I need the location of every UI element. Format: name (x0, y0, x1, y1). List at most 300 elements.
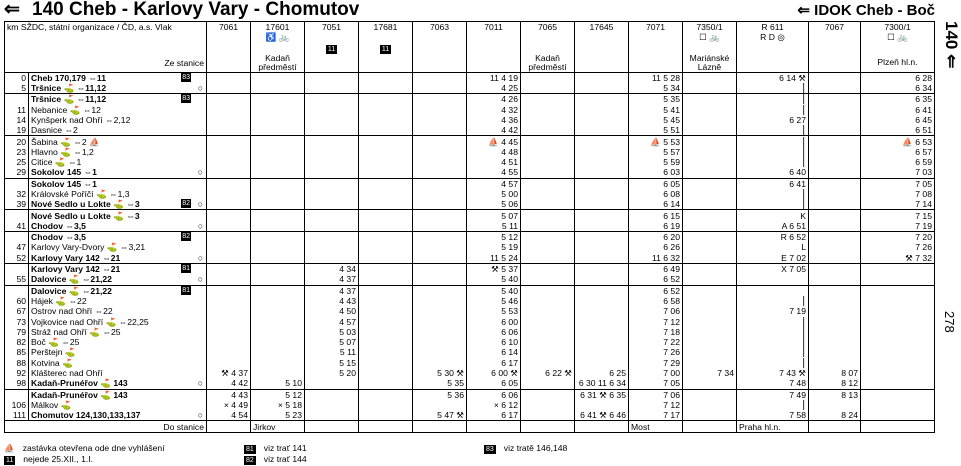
circle-icon: ○ (197, 378, 203, 389)
time-cell: 6 19 (629, 221, 683, 232)
time-cell (683, 94, 737, 105)
time-cell (683, 296, 737, 306)
time-cell (809, 347, 861, 357)
km-value: 79 (5, 327, 29, 337)
time-cell: 8 24 (809, 410, 861, 421)
time-cell (521, 285, 575, 296)
time-cell (251, 178, 305, 189)
time-cell (521, 125, 575, 136)
train-box (629, 43, 683, 54)
time-cell: 6 03 (629, 167, 683, 178)
time-cell (359, 378, 413, 389)
station-name: Chodov ⇔3,5 (31, 232, 86, 243)
time-cell (251, 94, 305, 105)
station-row (5, 337, 935, 347)
time-cell (575, 358, 629, 368)
time-cell (809, 358, 861, 368)
time-cell: 5 11 (305, 347, 359, 357)
owner-label: km SŽDC, státní organizace / ČD, a.s. Vlak (5, 22, 207, 33)
station-row (5, 189, 935, 199)
time-cell: 7 29 (629, 358, 683, 368)
station-name: Chodov ⇔3,5 (31, 220, 86, 231)
station-row (5, 263, 935, 274)
time-cell: ⚒ 4 37 (207, 368, 251, 378)
time-cell: A 6 51 (737, 221, 809, 232)
time-cell: L (737, 242, 809, 252)
direction-arrow-icon: ⇐ (4, 0, 20, 20)
time-cell: ⎮ (737, 400, 809, 410)
time-cell: 6 30 11 6 34 (575, 378, 629, 389)
time-cell (207, 94, 251, 105)
time-cell: 11 6 32 (629, 253, 683, 264)
time-cell (305, 232, 359, 243)
time-cell: ⎮ (737, 157, 809, 167)
time-cell (683, 242, 737, 252)
timetable-table (4, 21, 935, 433)
time-cell: 6 51 (861, 125, 935, 136)
time-cell: 5 36 (413, 389, 467, 400)
time-cell (251, 72, 305, 83)
time-cell (521, 157, 575, 167)
time-cell (575, 337, 629, 347)
time-cell: ⎮ (737, 189, 809, 199)
time-cell (359, 178, 413, 189)
time-cell (413, 157, 467, 167)
station-name-cell (29, 115, 207, 125)
time-cell (305, 83, 359, 94)
km-value: 23 (5, 147, 29, 157)
km-value: 11 (5, 104, 29, 114)
time-cell: 7 18 (629, 327, 683, 337)
time-cell (359, 400, 413, 410)
legend-item (484, 443, 567, 454)
time-cell (413, 178, 467, 189)
time-cell (521, 400, 575, 410)
time-cell: 5 57 (629, 147, 683, 157)
station-name-cell (29, 242, 207, 252)
route-link[interactable]: ⇐ IDOK Cheb - Boč (797, 2, 935, 19)
time-cell: 4 51 (467, 157, 521, 167)
time-cell (575, 104, 629, 114)
time-cell (251, 263, 305, 274)
time-cell: 5 40 (467, 274, 521, 285)
time-cell (359, 83, 413, 94)
time-cell (413, 232, 467, 243)
time-cell: ⎮ (737, 296, 809, 306)
circle-icon: ○ (197, 220, 203, 231)
time-cell: 7 15 (861, 210, 935, 221)
time-cell (305, 115, 359, 125)
km-value (5, 285, 29, 296)
time-cell: 6 26 (629, 242, 683, 252)
time-cell: 5 46 (467, 296, 521, 306)
time-cell: 7 05 (629, 378, 683, 389)
time-cell (809, 115, 861, 125)
origin-station: Mariánské Lázně (683, 54, 737, 73)
time-cell (305, 410, 359, 421)
time-cell (359, 157, 413, 167)
station-row (5, 115, 935, 125)
time-cell (809, 274, 861, 285)
time-cell (809, 306, 861, 316)
station-name: Boč ⛳ ⇔25 (31, 337, 80, 348)
km-value: 98 (5, 378, 29, 389)
table-title: 140 Cheb - Karlovy Vary - Chomutov (32, 0, 360, 20)
station-name: Kadaň-Prunéřov ⛳ 143 (31, 389, 128, 400)
station-row (5, 327, 935, 337)
train-box (683, 43, 737, 54)
station-name-cell (29, 72, 207, 83)
time-cell (575, 147, 629, 157)
train-number: 7011 (467, 22, 521, 33)
time-cell (413, 221, 467, 232)
time-cell (251, 104, 305, 114)
station-row (5, 400, 935, 410)
time-cell: 6 58 (629, 296, 683, 306)
station-name: Královské Poříčí ⛳ ⇔1,3 (31, 189, 130, 199)
time-cell: 4 43 (207, 389, 251, 400)
time-cell: 5 10 (251, 378, 305, 389)
time-cell (305, 178, 359, 189)
time-cell (575, 167, 629, 178)
time-cell (251, 115, 305, 125)
time-cell: 6 41 ⚒ 6 46 (575, 410, 629, 421)
time-cell (575, 306, 629, 316)
station-name-cell (29, 306, 207, 316)
time-cell (809, 327, 861, 337)
route-code-box: 83 (182, 73, 190, 81)
time-cell: 5 35 (629, 94, 683, 105)
legend-text: viz trať 141 (263, 443, 307, 453)
time-cell: 6 52 (629, 285, 683, 296)
time-cell (207, 199, 251, 210)
time-cell: 6 08 (629, 189, 683, 199)
time-cell (521, 72, 575, 83)
station-row (5, 157, 935, 167)
time-cell: 6 41 (861, 104, 935, 114)
time-cell (521, 147, 575, 157)
time-cell (861, 358, 935, 368)
time-cell (521, 199, 575, 210)
origin-row (5, 54, 935, 73)
station-row (5, 285, 935, 296)
origin-station: Kadaň předměstí (251, 54, 305, 73)
time-cell: ⎮ (737, 327, 809, 337)
time-cell (359, 316, 413, 326)
time-cell (575, 83, 629, 94)
train-symbols (809, 32, 861, 42)
km-value: 92 (5, 368, 29, 378)
time-cell (575, 316, 629, 326)
time-cell (809, 296, 861, 306)
km-value: 55 (5, 274, 29, 285)
time-cell (413, 296, 467, 306)
time-cell (305, 199, 359, 210)
time-cell: 6 20 (629, 232, 683, 243)
station-name-cell (29, 389, 207, 400)
time-cell (575, 327, 629, 337)
km-value (5, 178, 29, 189)
time-cell: 5 07 (467, 210, 521, 221)
time-cell (207, 221, 251, 232)
time-cell (683, 232, 737, 243)
time-cell (207, 358, 251, 368)
time-cell (251, 368, 305, 378)
km-value: 19 (5, 125, 29, 136)
time-cell: 6 15 (629, 210, 683, 221)
train-number: 17681 (359, 22, 413, 33)
station-row (5, 253, 935, 264)
time-cell (359, 263, 413, 274)
destination-station: Jirkov (251, 421, 305, 432)
time-cell (521, 274, 575, 285)
time-cell (575, 189, 629, 199)
time-cell (683, 189, 737, 199)
train-number: 17601 (251, 22, 305, 33)
time-cell (207, 296, 251, 306)
time-cell (575, 400, 629, 410)
km-value: 60 (5, 296, 29, 306)
time-cell (683, 389, 737, 400)
time-cell (683, 210, 737, 221)
station-name-cell (29, 316, 207, 326)
time-cell: 4 57 (305, 316, 359, 326)
time-cell: 4 54 (207, 410, 251, 421)
time-cell (413, 125, 467, 136)
time-cell (809, 199, 861, 210)
time-cell (683, 104, 737, 114)
train-box (251, 43, 305, 54)
time-cell (359, 94, 413, 105)
station-name-cell (29, 210, 207, 221)
time-cell (359, 274, 413, 285)
time-cell: 6 05 (629, 178, 683, 189)
time-cell (521, 178, 575, 189)
station-row (5, 104, 935, 114)
time-cell (861, 389, 935, 400)
time-cell: 5 20 (305, 368, 359, 378)
time-cell (809, 242, 861, 252)
time-cell: 11 4 19 (467, 72, 521, 83)
station-name: Sokolov 145 ⇔1 (31, 178, 97, 189)
km-value: 106 (5, 400, 29, 410)
station-name-cell (29, 337, 207, 347)
time-cell: 7 22 (629, 337, 683, 347)
time-cell (207, 285, 251, 296)
destination-station (575, 421, 629, 432)
km-value: 25 (5, 157, 29, 167)
time-cell (575, 72, 629, 83)
time-cell (861, 306, 935, 316)
time-cell (809, 253, 861, 264)
time-cell (359, 337, 413, 347)
time-cell (413, 136, 467, 147)
station-row (5, 232, 935, 243)
time-cell (207, 306, 251, 316)
time-cell (521, 94, 575, 105)
time-cell: 5 47 ⚒ (413, 410, 467, 421)
time-cell: 5 41 (629, 104, 683, 114)
time-cell (809, 94, 861, 105)
time-cell: 6 57 (861, 147, 935, 157)
destination-station (359, 421, 413, 432)
time-cell (359, 189, 413, 199)
time-cell: 6 49 (629, 263, 683, 274)
origin-station (737, 54, 809, 73)
time-cell: 4 42 (207, 378, 251, 389)
time-cell (413, 210, 467, 221)
time-cell (359, 232, 413, 243)
time-cell (521, 83, 575, 94)
station-name: Kynšperk nad Ohří ⇔2,12 (31, 114, 131, 125)
time-cell (809, 136, 861, 147)
station-name: Tršnice ⛳ ⇔11,12 (31, 83, 107, 94)
time-cell: 7 43 ⚒ (737, 368, 809, 378)
time-cell (861, 274, 935, 285)
train-symbols (575, 32, 629, 42)
time-cell (413, 347, 467, 357)
time-cell: 4 36 (467, 115, 521, 125)
time-cell (305, 147, 359, 157)
station-name-cell (29, 157, 207, 167)
train-number: 7071 (629, 22, 683, 33)
time-cell (413, 115, 467, 125)
time-cell: ⎮ (737, 358, 809, 368)
time-cell (305, 136, 359, 147)
time-cell: 5 06 (467, 199, 521, 210)
station-name: Cheb 170,179 ⇔11 (31, 72, 107, 83)
time-cell (809, 125, 861, 136)
station-name-cell (29, 104, 207, 114)
time-cell: 5 07 (305, 337, 359, 347)
station-name-cell (29, 296, 207, 306)
time-cell (575, 232, 629, 243)
route-code-box: 82 (182, 233, 190, 241)
km-value: 0 (5, 72, 29, 83)
time-cell (575, 263, 629, 274)
station-name-cell (29, 410, 207, 421)
station-row (5, 221, 935, 232)
station-name-cell (29, 274, 207, 285)
km-value (5, 389, 29, 400)
time-cell: 6 22 ⚒ (521, 368, 575, 378)
time-cell (251, 125, 305, 136)
time-cell (359, 347, 413, 357)
time-cell (251, 296, 305, 306)
destination-station (521, 421, 575, 432)
time-cell: 4 42 (467, 125, 521, 136)
km-value: 29 (5, 167, 29, 178)
circle-icon: ○ (197, 274, 203, 285)
time-cell (207, 125, 251, 136)
station-row (5, 72, 935, 83)
legend-text: viz tratě 146,148 (503, 443, 568, 453)
time-cell (737, 274, 809, 285)
destination-station: Praha hl.n. (737, 421, 809, 432)
time-cell (305, 378, 359, 389)
time-cell: 6 52 (629, 274, 683, 285)
time-cell: ⛵ 4 45 (467, 136, 521, 147)
time-cell: 5 30 ⚒ (413, 368, 467, 378)
legend-symbol: 82 (246, 457, 254, 464)
time-cell: 7 17 (629, 410, 683, 421)
km-value (5, 94, 29, 105)
time-cell (207, 232, 251, 243)
time-cell (251, 347, 305, 357)
time-cell (207, 136, 251, 147)
time-cell: 4 26 (467, 94, 521, 105)
time-cell: 7 14 (861, 199, 935, 210)
station-name: Citice ⛳ ⇔1 (31, 157, 82, 168)
train-number: 7051 (305, 22, 359, 33)
time-cell (683, 400, 737, 410)
origin-station (305, 54, 359, 73)
time-cell: 6 05 (467, 378, 521, 389)
train-box (305, 43, 359, 54)
time-cell (683, 410, 737, 421)
time-cell (683, 285, 737, 296)
train-box (521, 43, 575, 54)
station-row (5, 199, 935, 210)
time-cell (413, 242, 467, 252)
time-cell (683, 306, 737, 316)
time-cell: 5 51 (629, 125, 683, 136)
time-cell (413, 147, 467, 157)
time-cell (413, 94, 467, 105)
time-cell: 7 00 (629, 368, 683, 378)
train-boxes-row (5, 43, 935, 54)
time-cell: 5 53 (467, 306, 521, 316)
origin-station: Kadaň předměstí (521, 54, 575, 73)
time-cell (683, 199, 737, 210)
destination-station (305, 421, 359, 432)
time-cell: 5 35 (413, 378, 467, 389)
time-cell: 4 34 (305, 263, 359, 274)
time-cell (683, 274, 737, 285)
time-cell (521, 104, 575, 114)
time-cell: 6 45 (861, 115, 935, 125)
time-cell (251, 337, 305, 347)
time-cell (521, 136, 575, 147)
time-cell (359, 285, 413, 296)
time-cell: X 7 05 (737, 263, 809, 274)
time-cell: 7 49 (737, 389, 809, 400)
station-row (5, 94, 935, 105)
km-value: 39 (5, 199, 29, 210)
station-name: Dasnice ⇔2 (31, 125, 78, 136)
station-name-cell (29, 125, 207, 136)
time-cell (521, 358, 575, 368)
time-cell (305, 400, 359, 410)
station-name: Kotvina ⛳ (31, 357, 73, 368)
time-cell (575, 285, 629, 296)
time-cell (359, 147, 413, 157)
train-number: R 611 (737, 22, 809, 33)
time-cell: 6 14 (467, 347, 521, 357)
legend (4, 443, 704, 465)
train-symbols (467, 32, 521, 42)
station-name-cell (29, 136, 207, 147)
station-name: Karlovy Vary-Dvory ⛳ ⇔3,21 (31, 242, 146, 253)
time-cell (413, 199, 467, 210)
time-cell: 6 06 (467, 389, 521, 400)
time-cell (305, 242, 359, 252)
km-value: 85 (5, 347, 29, 357)
km-value (5, 263, 29, 274)
time-cell (575, 347, 629, 357)
time-cell: 8 13 (809, 389, 861, 400)
time-cell (521, 263, 575, 274)
